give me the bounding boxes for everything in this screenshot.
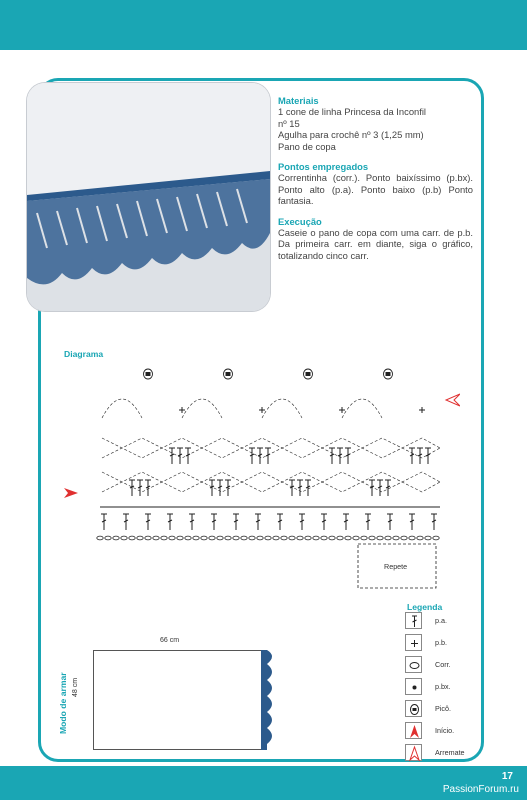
legend-label: Início. xyxy=(435,726,455,735)
towel-outline xyxy=(93,650,265,750)
height-dimension: 48 cm xyxy=(72,677,79,697)
instructions xyxy=(278,95,473,270)
materiais-line: 1 cone de linha Princesa da Inconfil xyxy=(278,106,427,118)
row-1 xyxy=(100,507,440,530)
assembly-title: Modo de armar xyxy=(58,672,68,734)
bottom-banner xyxy=(0,766,527,800)
dot-icon xyxy=(405,678,422,695)
legend-item-corr xyxy=(405,656,495,674)
pontos-text: Correntinha (corr.). Ponto baixíssimo (p.bx). Ponto alto (p.a). Ponto baixo (p.b) Ponto fantasia. xyxy=(278,172,473,207)
crochet-diagram xyxy=(60,360,460,595)
lace-photo xyxy=(27,83,270,311)
materiais-title: Materiais xyxy=(278,95,319,106)
end-arrow-icon xyxy=(405,744,422,761)
end-arrow-icon xyxy=(446,394,460,406)
legend-item-pa xyxy=(405,612,495,630)
repeat-label: Repete xyxy=(384,562,408,571)
width-dimension: 66 cm xyxy=(160,637,180,644)
legend-label: Arremate xyxy=(435,748,465,757)
materiais-list xyxy=(278,106,473,152)
row-2 xyxy=(102,472,440,496)
lace-trim-icon xyxy=(259,648,281,752)
execucao-title: Execução xyxy=(278,215,322,227)
materiais-line: Pano de copa xyxy=(278,140,336,152)
materiais-line: nº 15 xyxy=(278,117,300,129)
materiais-line: Agulha para crochê nº 3 (1,25 mm) xyxy=(278,129,424,141)
pontos-title: Pontos empregados xyxy=(278,161,369,173)
legend-label: p.b. xyxy=(435,638,447,647)
legend-item-pico xyxy=(405,700,495,718)
start-arrow-icon xyxy=(64,488,78,498)
oval-icon xyxy=(405,656,422,673)
page-number: 17 xyxy=(501,771,513,782)
plus-icon xyxy=(405,634,422,651)
legend-label: Picô. xyxy=(435,704,451,713)
legend-label: p.bx. xyxy=(435,682,451,691)
legend-title: Legenda xyxy=(407,602,443,612)
picot-icon xyxy=(405,700,422,717)
execucao-text: Caseie o pano de copa com uma carr. de p.b. Da primeira carr. em diante, siga o gráfico, totalizando cinco carr. xyxy=(278,227,473,261)
legend-item-inicio xyxy=(405,722,495,740)
legend-label: Corr. xyxy=(435,660,451,669)
start-arrow-icon xyxy=(405,722,422,739)
legend-item-pbx xyxy=(405,678,495,696)
watermark: PassionForum.ru xyxy=(442,784,519,795)
legend-item-arremate xyxy=(405,744,495,762)
base-chain-row xyxy=(97,536,439,540)
double-crochet-icon xyxy=(405,612,422,629)
row-3 xyxy=(102,438,440,464)
legend-label: p.a. xyxy=(435,616,447,625)
top-banner xyxy=(0,0,527,50)
row-4-arches xyxy=(102,369,425,418)
diagram-title: Diagrama xyxy=(64,349,104,359)
legend-item-pb xyxy=(405,634,495,652)
